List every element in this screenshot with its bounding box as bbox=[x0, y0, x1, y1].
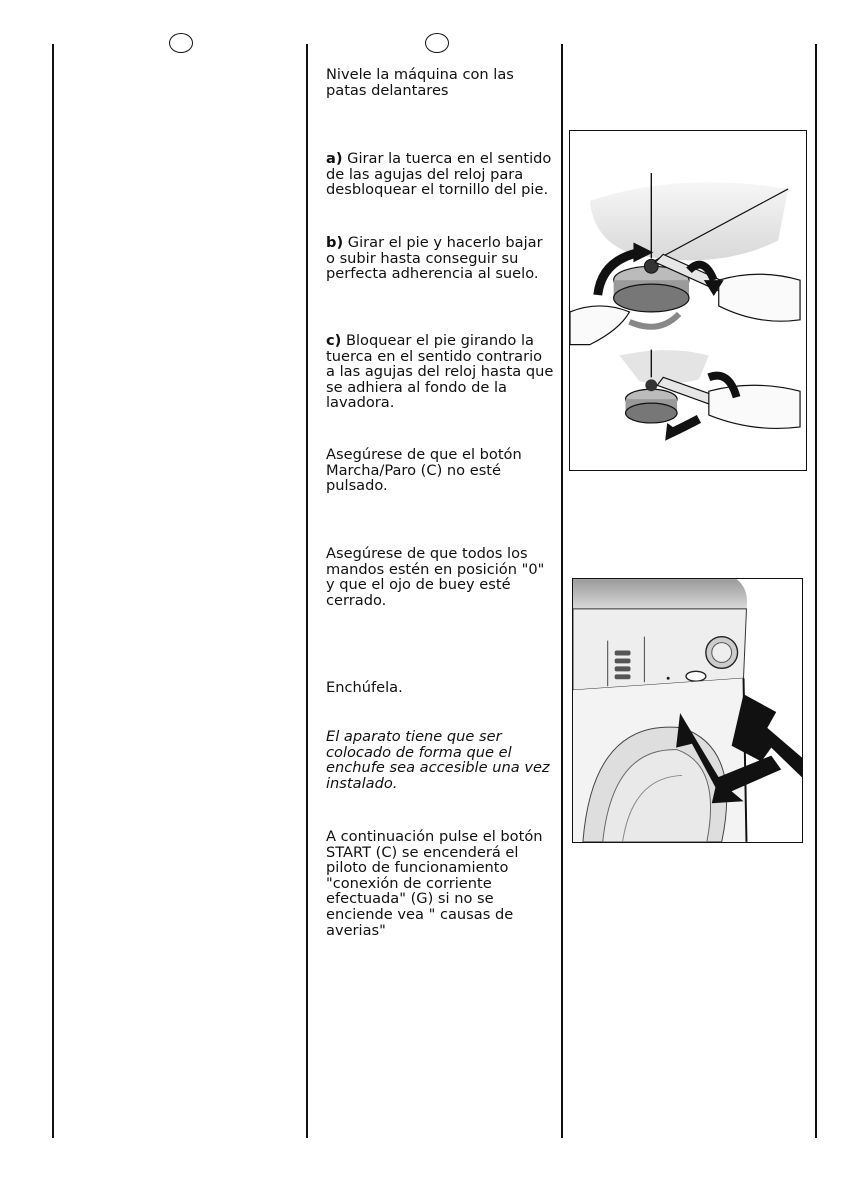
leveling-feet-figure bbox=[569, 130, 807, 471]
column-rule-4 bbox=[815, 44, 817, 1138]
plug-instruction: Enchúfela. bbox=[326, 679, 403, 696]
column-rule-2 bbox=[306, 44, 308, 1138]
start-instruction: A continuación pulse el botón START (C) se encenderá el piloto de funcionamiento "conexión de corriente efectuada" (G) si no se enciende vea " causas de averias" bbox=[326, 828, 543, 939]
wrench-icon bbox=[570, 131, 806, 470]
step-c-text: Bloquear el pie girando la tuerca en el sentido contrario a las agujas del reloj hasta que se adhiera al fondo de la lavadora. bbox=[326, 332, 554, 412]
step-a-label: a) bbox=[326, 150, 343, 167]
level-instruction: Nivele la máquina con las patas delantares bbox=[326, 66, 514, 99]
step-a bbox=[326, 151, 554, 198]
step-c-label: c) bbox=[326, 332, 342, 349]
language-marker-right bbox=[425, 33, 449, 53]
step-b bbox=[326, 235, 554, 282]
plug-note: El aparato tiene que ser colocado de forma que el enchufe sea accesible una vez instalado. bbox=[326, 728, 550, 792]
language-marker-left bbox=[169, 33, 193, 53]
knobs-check: Asegúrese de que todos los mandos estén en posición "0" y que el ojo de buey esté cerrado. bbox=[326, 545, 545, 609]
column-rule-3 bbox=[561, 44, 563, 1138]
washing-machine-figure bbox=[572, 578, 803, 843]
step-b-text: Girar el pie y hacerlo bajar o subir hasta conseguir su perfecta adherencia al suelo. bbox=[326, 234, 543, 283]
start-button-check: Asegúrese de que el botón Marcha/Paro (C) no esté pulsado. bbox=[326, 446, 522, 495]
column-rule-1 bbox=[52, 44, 54, 1138]
step-c bbox=[326, 333, 554, 411]
washing-machine-icon bbox=[573, 579, 802, 842]
step-a-text: Girar la tuerca en el sentido de las agujas del reloj para desbloquear el tornillo del pie. bbox=[326, 150, 552, 199]
step-b-label: b) bbox=[326, 234, 344, 251]
